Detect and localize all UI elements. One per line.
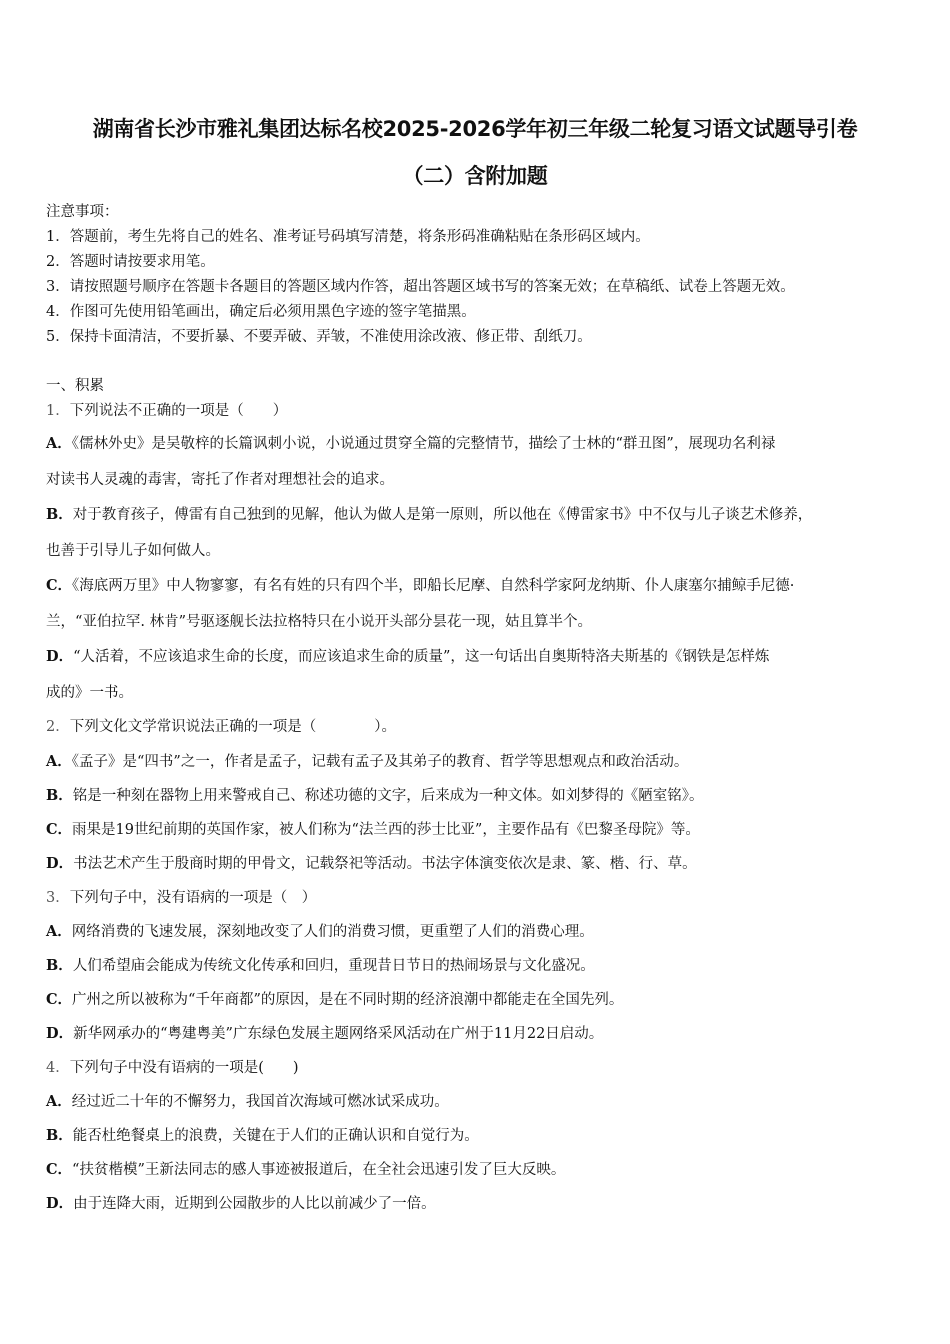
question-stem	[46, 717, 396, 737]
question-text: 下列句子中，没有语病的一项是（ ）	[69, 890, 317, 906]
option-c	[46, 820, 700, 840]
option-label: B．	[46, 1127, 73, 1144]
option-label: B．	[46, 957, 73, 974]
option-a	[46, 434, 775, 454]
option-label: D．	[46, 1025, 74, 1042]
option-label: D．	[46, 855, 74, 872]
option-c	[46, 1160, 565, 1180]
document-title-line1: 湖南省长沙市雅礼集团达标名校2025-2026学年初三年级二轮复习语文试题导引卷	[92, 117, 858, 141]
option-label: D．	[46, 648, 74, 665]
option-text: 书法艺术产生于殷商时期的甲骨文，记载祭祀等活动。书法字体演变依次是隶、篆、楷、行、草。	[73, 856, 697, 872]
option-c-continued: 兰，“亚伯拉罕. 林肯”号驱逐舰长法拉格特只在小说开头部分昙花一现，姑且算半个。	[46, 614, 593, 630]
option-label: B．	[46, 787, 73, 804]
notice-item: 2．答题时请按要求用笔。	[46, 254, 215, 270]
option-d	[46, 1194, 436, 1214]
option-label: B．	[46, 506, 73, 523]
option-d	[46, 1024, 603, 1044]
option-label: D．	[46, 1195, 74, 1212]
option-d	[46, 854, 697, 874]
option-b	[46, 956, 595, 976]
option-label: C．	[46, 821, 73, 838]
option-text: 经过近二十年的不懈努力，我国首次海域可燃冰试采成功。	[71, 1094, 449, 1110]
question-number: 2．	[46, 719, 70, 735]
option-text: 《海底两万里》中人物寥寥，有名有姓的只有四个半，即船长尼摩、自然科学家阿龙纳斯、仆人康塞尔捕鲸手尼德·	[72, 578, 795, 594]
option-c	[46, 990, 623, 1010]
option-label: A．	[46, 435, 72, 452]
notice-item: 4．作图可先使用铅笔画出，确定后必须用黑色字迹的签字笔描黑。	[46, 304, 476, 320]
option-a-continued: 对读书人灵魂的毒害，寄托了作者对理想社会的追求。	[46, 472, 394, 488]
question-number: 4．	[46, 1060, 70, 1076]
option-b	[46, 505, 812, 525]
option-a	[46, 1092, 449, 1112]
question-number: 1．	[46, 403, 70, 419]
document-title-line2: （二）含附加题	[402, 164, 548, 188]
option-label: A．	[46, 753, 72, 770]
option-b-continued: 也善于引导儿子如何做人。	[46, 543, 220, 559]
option-a	[46, 752, 688, 772]
notice-item: 5．保持卡面清洁，不要折暴、不要弄破、弄皱，不准使用涂改液、修正带、刮纸刀。	[46, 329, 592, 345]
question-stem	[46, 401, 287, 421]
notice-item: 1．答题前，考生先将自己的姓名、准考证号码填写清楚，将条形码准确粘贴在条形码区域内。	[46, 229, 650, 245]
notice-heading: 注意事项：	[46, 204, 119, 220]
option-text: 《儒林外史》是吴敬梓的长篇讽刺小说，小说通过贯穿全篇的完整情节，描绘了士林的“群丑图”，展现功名利禄	[71, 436, 776, 452]
option-text: 对于教育孩子，傅雷有自己独到的见解，他认为做人是第一原则，所以他在《傅雷家书》中不仅与儿子谈艺术修养，	[72, 507, 813, 523]
option-d	[46, 647, 769, 667]
question-text: 下列文化文学常识说法正确的一项是（ ）。	[69, 719, 396, 735]
option-text: 《孟子》是“四书”之一，作者是孟子，记载有孟子及其弟子的教育、哲学等思想观点和政治活动。	[71, 754, 689, 770]
option-text: “人活着，不应该追求生命的长度，而应该追求生命的质量”，这一句话出自奥斯特洛夫斯基的《钢铁是怎样炼	[73, 649, 770, 665]
option-c	[46, 576, 794, 596]
option-text: 雨果是19世纪前期的英国作家，被人们称为“法兰西的莎士比亚”，主要作品有《巴黎圣母院》等。	[72, 822, 700, 838]
option-text: 新华网承办的“粤建粤美”广东绿色发展主题网络采风活动在广州于11月22日启动。	[73, 1026, 604, 1042]
question-text: 下列说法不正确的一项是（ ）	[69, 403, 288, 419]
option-text: 由于连降大雨，近期到公园散步的人比以前减少了一倍。	[73, 1196, 436, 1212]
option-text: “扶贫楷模”王新法同志的感人事迹被报道后，在全社会迅速引发了巨大反映。	[72, 1162, 566, 1178]
option-b	[46, 786, 704, 806]
question-number: 3．	[46, 890, 70, 906]
option-text: 能否杜绝餐桌上的浪费，关键在于人们的正确认识和自觉行为。	[72, 1128, 479, 1144]
section-heading: 一、积累	[46, 378, 104, 394]
option-label: C．	[46, 577, 73, 594]
question-text: 下列句子中没有语病的一项是( )	[69, 1060, 299, 1076]
notice-item: 3．请按照题号顺序在答题卡各题目的答题区域内作答，超出答题区域书写的答案无效；在草稿纸、试卷上答题无效。	[46, 279, 795, 295]
option-text: 广州之所以被称为“千年商都”的原因，是在不同时期的经济浪潮中都能走在全国先列。	[72, 992, 624, 1008]
question-stem	[46, 888, 316, 908]
option-label: C．	[46, 1161, 73, 1178]
option-label: A．	[46, 923, 72, 940]
question-stem	[46, 1058, 299, 1078]
option-b	[46, 1126, 479, 1146]
option-text: 铭是一种刻在器物上用来警戒自己、称述功德的文字，后来成为一种文体。如刘梦得的《陋室铭》。	[72, 788, 704, 804]
option-text: 人们希望庙会能成为传统文化传承和回归，重现昔日节日的热闹场景与文化盛况。	[72, 958, 595, 974]
option-a	[46, 922, 594, 942]
option-text: 网络消费的飞速发展，深刻地改变了人们的消费习惯，更重塑了人们的消费心理。	[71, 924, 594, 940]
option-label: A．	[46, 1093, 72, 1110]
option-d-continued: 成的》一书。	[46, 685, 133, 701]
option-label: C．	[46, 991, 73, 1008]
